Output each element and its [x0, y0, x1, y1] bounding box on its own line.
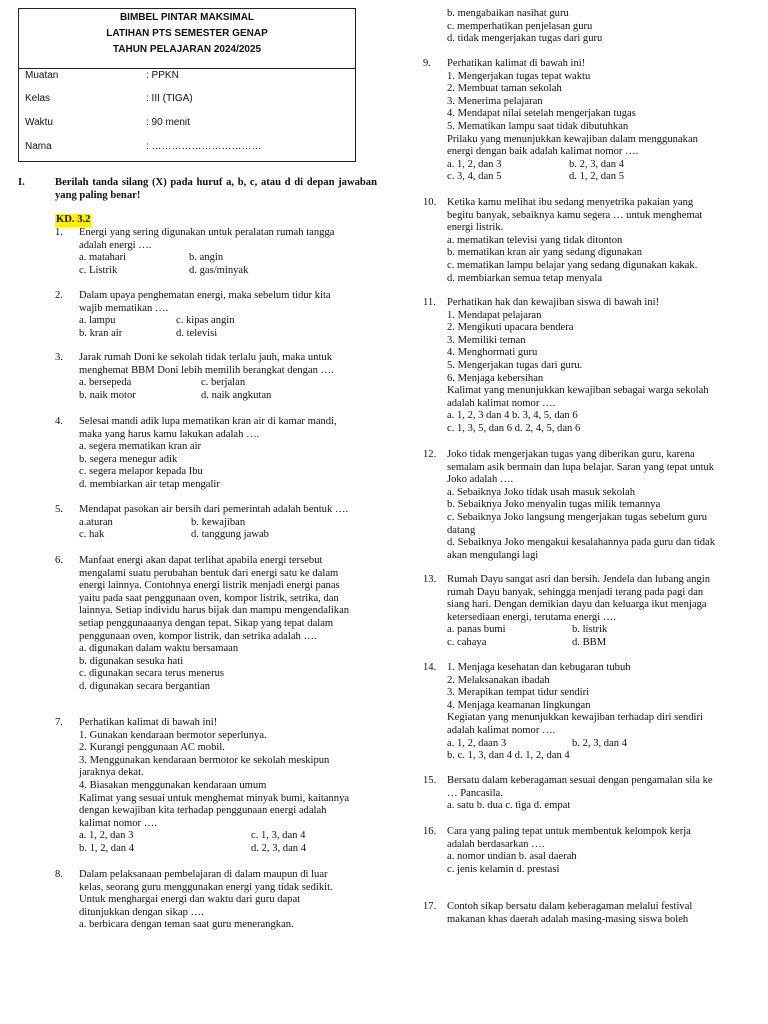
answer-option[interactable]: c. berjalan [201, 377, 246, 389]
question-number: 15. [423, 775, 437, 786]
statement-item: 6. Menjaga kebersihan [447, 372, 544, 384]
statement-item: 2. Membuat taman sekolah [447, 83, 562, 95]
answer-option[interactable]: d. gas/minyak [189, 264, 249, 276]
answer-option[interactable]: c. 1, 3, 5, dan 6 d. 2, 4, 5, dan 6 [447, 422, 581, 434]
question-text-line: ditunjukkan dengan sikap …. [79, 906, 204, 918]
answer-option-row [79, 328, 377, 341]
question-text-line: ketersediaan energi, terutama energi …. [447, 611, 617, 623]
answer-option-row [79, 390, 377, 403]
question-body [447, 197, 745, 285]
info-label: Kelas [25, 93, 51, 104]
answer-option[interactable]: d. tanggung jawab [191, 529, 269, 541]
question-number: 11. [423, 297, 436, 308]
question-number: 9. [423, 58, 431, 69]
answer-option[interactable]: d. 2, 3, dan 4 [251, 842, 307, 854]
question-body [447, 8, 745, 46]
answer-option-row [79, 265, 377, 278]
info-value: : 90 menit [146, 117, 190, 128]
question-number: 3. [55, 352, 63, 363]
question-body [79, 416, 377, 492]
question-text-line: begitu banyak, sebaiknya kamu segera … untuk menghemat [447, 209, 703, 221]
statement-item: 2. Mengikuti upacara bendera [447, 322, 574, 334]
question-body [447, 449, 745, 562]
answer-option[interactable]: a. Sebaiknya Joko tidak usah masuk sekolah [447, 486, 636, 498]
question-text-line: Dalam upaya penghematan energi, maka sebelum tidur kita [79, 290, 331, 301]
answer-option[interactable]: b. Sebaiknya Joko menyalin tugas milik temannya [447, 499, 661, 511]
answer-option[interactable]: c. digunakan secara terus menerus [79, 668, 225, 680]
question-text-line: kalimat nomor …. [79, 817, 157, 829]
answer-option[interactable]: a. lampu [79, 315, 116, 327]
question-text-line: makanan khas daerah adalah masing-masing siswa boleh [447, 913, 689, 925]
question-text-line: Prilaku yang menunjukkan kewajiban dalam menggunakan [447, 133, 698, 145]
answer-option-row [447, 738, 745, 751]
question-body [447, 775, 745, 813]
question-text-line: Perhatikan hak dan kewajiban siswa di bawah ini! [447, 297, 660, 308]
answer-option[interactable]: b. 2, 3, dan 4 [572, 737, 628, 749]
answer-option[interactable]: c. jenis kelamin d. prestasi [447, 863, 560, 875]
question-number: 17. [423, 901, 437, 912]
answer-option-row [79, 315, 377, 328]
question-text-line: Rumah Dayu sangat asri dan bersih. Jendela dan lubang angin [447, 574, 711, 585]
question-text-line: Joko adalah …. [447, 474, 514, 486]
question-text-line: Dalam pelaksanaan pembelajaran di dalam maupun di luar [79, 869, 328, 880]
question-body [79, 555, 377, 694]
question-text-line: 4. Menjaga keamanan lingkungan [447, 699, 591, 711]
question-body [447, 662, 745, 763]
question-number: 14. [423, 662, 437, 673]
statement-item: 1. Mendapat pelajaran [447, 309, 542, 321]
question-number: 13. [423, 574, 437, 585]
answer-option[interactable]: datang [447, 524, 476, 536]
info-row-time [25, 115, 345, 131]
answer-option[interactable]: c. memperhatikan penjelasan guru [447, 20, 593, 32]
info-row-class [25, 91, 345, 107]
section-number: I. [18, 177, 25, 188]
question-text-line: adalah kalimat nomor …. [447, 724, 556, 736]
answer-option[interactable]: a. 1, 2, dan 3 [79, 830, 134, 842]
question-text-line: adalah kalimat nomor …. [447, 397, 556, 409]
question-body [447, 297, 745, 436]
statement-item: 4. Mendapat nilai setelah mengerjakan tugas [447, 108, 636, 120]
question-text-line: Bersatu dalam keberagaman sesuai dengan pengamalan sila ke [447, 775, 713, 786]
answer-option-row [447, 159, 745, 172]
answer-option[interactable]: d. digunakan secara bergantian [79, 680, 210, 692]
answer-option[interactable]: c. cahaya [447, 636, 487, 648]
question-text-line: Untuk menghargai energi dan waktu dari guru dapat [79, 894, 301, 906]
answer-option[interactable]: d. 1, 2, dan 5 [569, 171, 625, 183]
answer-option[interactable]: a.aturan [79, 516, 113, 528]
answer-option[interactable]: d. televisi [176, 327, 218, 339]
answer-option[interactable]: a. bersepeda [79, 377, 132, 389]
question-number: 16. [423, 826, 437, 837]
answer-option[interactable]: c. kipas angin [176, 315, 235, 327]
info-label: Muatan [25, 70, 59, 81]
question-text-line: Kegiatan yang menunjukkan kewajiban terhadap diri sendiri [447, 712, 703, 724]
question-text-line: maka yang harus kamu lakukan adalah …. [79, 428, 260, 440]
question-body [447, 901, 745, 926]
statement-item: 1. Mengerjakan tugas tepat waktu [447, 70, 591, 82]
exam-title: LATIHAN PTS SEMESTER GENAP [106, 28, 268, 39]
answer-option[interactable]: b. segera menegur adik [79, 453, 178, 465]
question-body [79, 869, 377, 932]
info-row-subject [25, 68, 345, 84]
answer-option[interactable]: c. Sebaiknya Joko langsung mengerjakan tugas sebelum guru [447, 511, 708, 523]
question-number: 12. [423, 449, 437, 460]
question-text-line: energi lainnya. Contohnya energi listrik menjadi energi panas [79, 580, 340, 592]
question-body [79, 290, 377, 340]
answer-option[interactable]: d. BBM [572, 636, 607, 648]
answer-option[interactable]: c. segera melapor kepada Ibu [79, 466, 203, 478]
question-text-line: 1. Menjaga kesehatan dan kebugaran tubuh [447, 662, 631, 673]
answer-option-row [79, 517, 377, 530]
answer-option-row [447, 171, 745, 184]
answer-option[interactable]: b. kewajiban [191, 516, 246, 528]
answer-option[interactable]: c. Listrik [79, 264, 118, 276]
question-text-line: kelas, seorang guru menggunakan energi yang tidak sedikit. [79, 881, 333, 893]
info-row-name [25, 139, 345, 155]
question-text-line: 2. Melaksanakan ibadah [447, 674, 550, 686]
answer-option[interactable]: a. digunakan dalam waktu bersamaan [79, 643, 239, 655]
question-body [447, 574, 745, 650]
question-number: 5. [55, 504, 63, 515]
answer-option[interactable]: c. hak [79, 529, 105, 541]
answer-option[interactable]: b. 2, 3, dan 4 [569, 158, 625, 170]
answer-option[interactable]: b. listrik [572, 624, 608, 636]
answer-option-row [447, 624, 745, 637]
question-text-line: Manfaat energi akan dapat terlihat apabila energi tersebut [79, 555, 323, 566]
answer-option[interactable]: a. 1, 2, daan 3 [447, 737, 507, 749]
answer-option[interactable]: b. digunakan sesuka hati [79, 655, 184, 667]
info-value: : …………………………… [146, 141, 262, 152]
header-titles [18, 10, 356, 58]
answer-option[interactable]: a. mematikan televisi yang tidak ditonton [447, 234, 623, 246]
statement-item: jaraknya dekat. [79, 767, 144, 779]
answer-option[interactable]: a. 1, 2, dan 3 [447, 158, 502, 170]
statement-item: 3. Menerima pelajaran [447, 95, 543, 107]
answer-option[interactable]: c. mematikan lampu belajar yang sedang digunakan kakak. [447, 259, 698, 271]
answer-option[interactable]: a. 1, 2, 3 dan 4 b. 3, 4, 5, dan 6 [447, 410, 578, 422]
answer-option[interactable]: d. naik angkutan [201, 389, 272, 401]
answer-option[interactable]: a. satu b. dua c. tiga d. empat [447, 800, 571, 812]
question-text-line: dengan kewajiban kita terhadap penggunaan energi adalah [79, 805, 327, 817]
answer-option[interactable]: d. membiarkan semua tetap menyala [447, 272, 603, 284]
answer-option[interactable]: a. nomor undian b. asal daerah [447, 851, 577, 863]
question-number: 10. [423, 197, 437, 208]
question-text-line: Mendapat pasokan air bersih dari pemerintah adalah bentuk …. [79, 504, 349, 515]
question-text-line: mengalami suatu perubahan bentuk dari energi satu ke dalam [79, 567, 339, 579]
answer-option[interactable]: b. angin [189, 252, 224, 264]
question-text-line: menghemat BBM Doni lebih memilih berangkat dengan …. [79, 364, 334, 376]
question-text-line: lainnya. Setiap individu harus bijak dan mampu mengendalikan [79, 605, 350, 617]
answer-option-row [447, 637, 745, 650]
info-value: : III (TIGA) [146, 93, 193, 104]
answer-option[interactable]: d. Sebaiknya Joko mengakui kesalahannya pada guru dan tidak [447, 537, 716, 549]
answer-option[interactable]: a. matahari [79, 252, 127, 264]
question-text-line: setiap penggunaaanya dengan tepat. Sikap yang tepat dalam [79, 617, 334, 629]
question-body [447, 826, 745, 876]
answer-option[interactable]: b. kran air [79, 327, 123, 339]
statement-item: 3. Menggunakan kendaraan bermotor ke sekolah meskipun [79, 754, 330, 766]
section-instruction: Berilah tanda silang (X) pada huruf a, b, c, atau d di depan jawaban yang paling benar! [55, 177, 377, 201]
question-number: 4. [55, 416, 63, 427]
answer-option-row [79, 843, 377, 856]
answer-option-row [79, 377, 377, 390]
question-text-line: Cara yang paling tepat untuk membentuk kelompok kerja [447, 826, 691, 837]
question-text-line: wajib mematikan …. [79, 302, 169, 314]
statement-item: 5. Mengerjakan tugas dari guru. [447, 359, 583, 371]
question-text-line: Ketika kamu melihat ibu sedang menyetrika pakaian yang [447, 197, 694, 208]
question-text-line: Joko tidak mengerjakan tugas yang diberikan guru, karena [447, 449, 695, 460]
answer-option[interactable]: c. 1, 3, dan 4 [251, 830, 306, 842]
statement-item: 2. Kurangi penggunaan AC mobil. [79, 742, 225, 754]
question-text-line: Kalimat yang menunjukkan kewajiban sebagai warga sekolah [447, 385, 709, 397]
question-text-line: Kalimat yang sesuai untuk menghemat minyak bumi, kaitannya [79, 792, 350, 804]
question-text-line: 3. Merapikan tempat tidur sendiri [447, 687, 590, 699]
question-body [79, 717, 377, 856]
question-body [79, 352, 377, 402]
question-number: 7. [55, 717, 63, 728]
question-body [447, 58, 745, 184]
question-number: 6. [55, 555, 63, 566]
question-number: 8. [55, 869, 63, 880]
question-text-line: Jarak rumah Doni ke sekolah tidak terlalu jauh, maka untuk [79, 352, 332, 363]
question-text-line: Perhatikan kalimat di bawah ini! [447, 58, 586, 69]
question-body [79, 227, 377, 277]
question-text-line: yaitu pada saat penggunaan oven, kompor listrik, setrika, dan [79, 592, 339, 604]
answer-option[interactable]: d. membiarkan air tetap mengalir [79, 478, 220, 490]
question-text-line: Contoh sikap bersatu dalam keberagaman melalui festival [447, 901, 693, 912]
answer-option[interactable]: d. tidak mengerjakan tugas dari guru [447, 33, 603, 45]
answer-option[interactable]: b. c. 1, 3, dan 4 d. 1, 2, dan 4 [447, 750, 570, 762]
statement-item: 4. Menghormati guru [447, 347, 538, 359]
answer-option[interactable]: akan mengulangi lagi [447, 549, 539, 561]
statement-item: 3. Memiliki teman [447, 334, 526, 346]
question-text-line: energi dengan baik adalah kalimat nomor …. [447, 146, 639, 158]
answer-option[interactable]: b. mematikan kran air yang sedang digunakan [447, 247, 643, 259]
school-name: BIMBEL PINTAR MAKSIMAL [119, 12, 255, 23]
statement-item: 1. Gunakan kendaraan bermotor seperlunya. [79, 729, 267, 741]
question-text-line: … Pancasila. [447, 787, 503, 799]
answer-option[interactable]: b. 1, 2, dan 4 [79, 842, 135, 854]
kd-label: KD. 3.2 [56, 214, 91, 225]
question-text-line: penggunaan oven, kompor listrik, dan setrika adalah …. [79, 630, 317, 642]
school-year: TAHUN PELAJARAN 2024/2025 [112, 44, 262, 55]
statement-item: 4. Biasakan menggunakan kendaraan umum [79, 779, 267, 791]
question-text-line: Selesai mandi adik lupa mematikan kran air di kamar mandi, [79, 416, 337, 427]
answer-option[interactable]: c. 3, 4, dan 5 [447, 171, 502, 183]
statement-item: 5. Mematikan lampu saat tidak dibutuhkan [447, 120, 629, 132]
question-body [79, 504, 377, 542]
answer-option-row [79, 529, 377, 542]
info-label: Nama [25, 141, 52, 152]
info-label: Waktu [25, 117, 53, 128]
question-number: 1. [55, 227, 63, 238]
answer-option[interactable]: a. segera mematikan kran air [79, 441, 202, 453]
answer-option[interactable]: b. mengabaikan nasihat guru [447, 8, 569, 19]
question-text-line: semalam asik bermain dan lupa belajar. Saran yang tepat untuk [447, 461, 715, 473]
question-number: 2. [55, 290, 63, 301]
question-text-line: Perhatikan kalimat di bawah ini! [79, 717, 218, 728]
answer-option-row [79, 252, 377, 265]
question-text-line: adalah berdasarkan …. [447, 838, 545, 850]
question-text-line: energi listrik. [447, 222, 504, 234]
answer-option-row [79, 830, 377, 843]
question-text-line: adalah energi …. [79, 239, 152, 251]
info-value: : PPKN [146, 70, 179, 81]
answer-option[interactable]: b. naik motor [79, 389, 136, 401]
question-text-line: rumah Dayu banyak, sehingga menjadi terang pada pagi dan [447, 586, 704, 598]
answer-option[interactable]: a. panas bumi [447, 624, 506, 636]
answer-option[interactable]: a. berbicara dengan teman saat guru menerangkan. [79, 919, 294, 931]
question-text-line: Energi yang sering digunakan untuk peralatan rumah tangga [79, 227, 335, 238]
question-text-line: siang hari. Dengan demikian dayu dan keluarga ikut menjaga [447, 599, 707, 611]
